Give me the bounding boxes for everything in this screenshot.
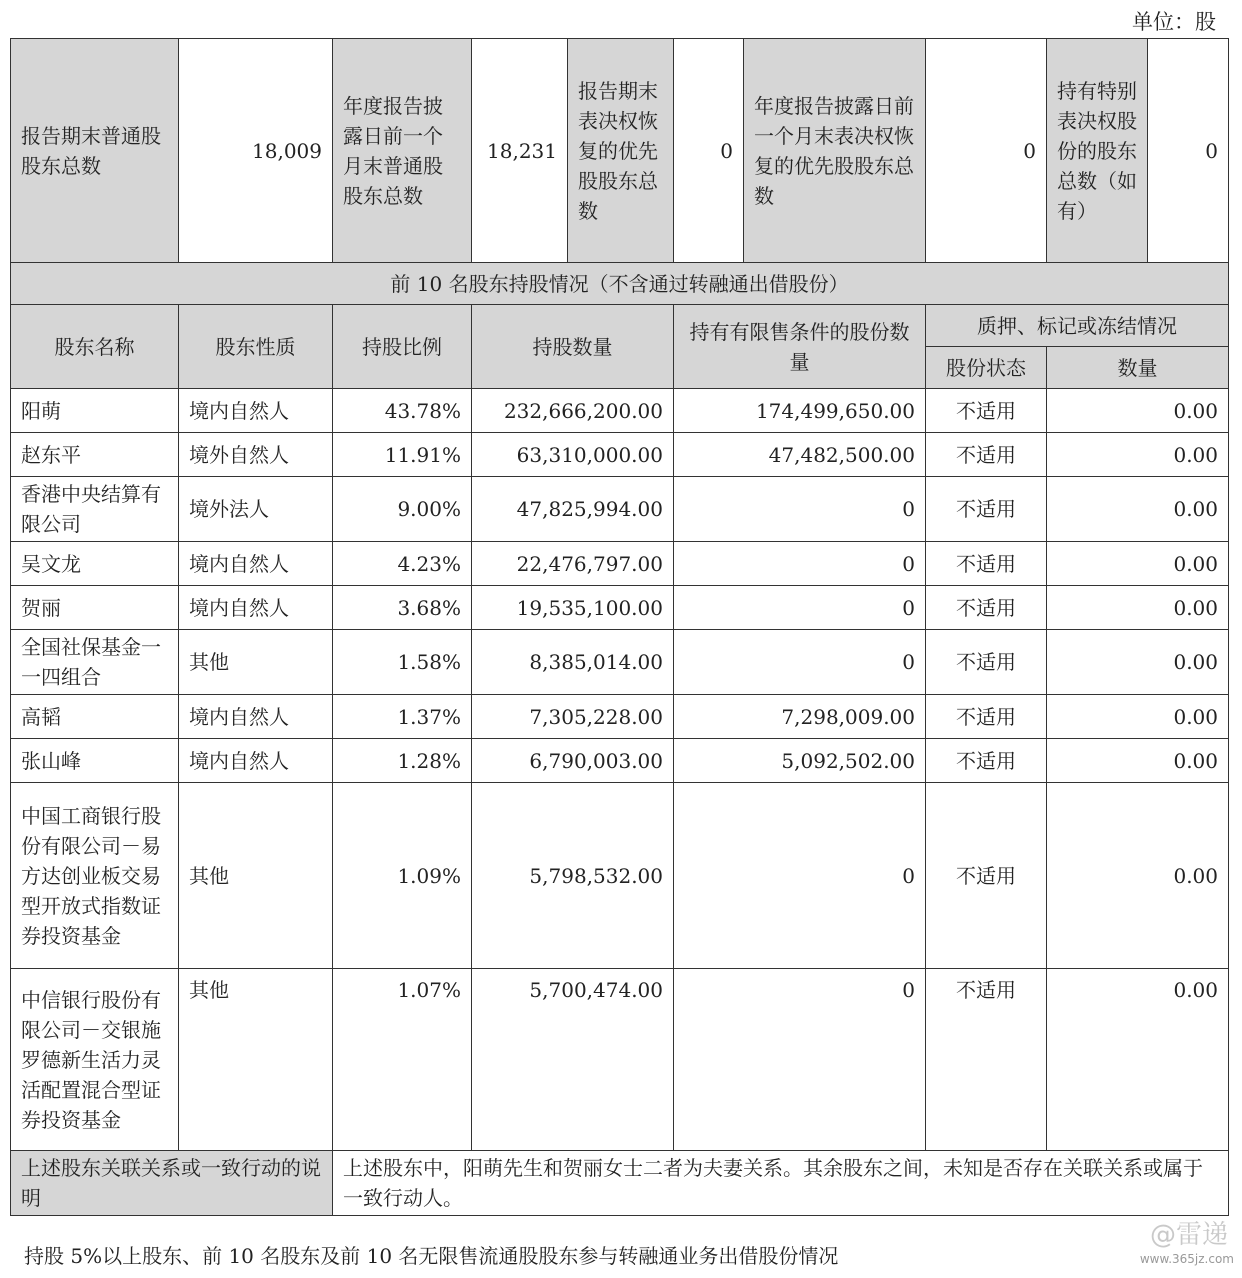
summary-value-4: 0 [926, 39, 1047, 263]
holding-quantity: 63,310,000.00 [472, 433, 674, 477]
summary-value-1: 18,009 [179, 39, 333, 263]
pledge-amount: 0.00 [1047, 969, 1229, 1151]
shareholder-name: 全国社保基金一一四组合 [11, 630, 179, 695]
relation-label: 上述股东关联关系或一致行动的说明 [11, 1151, 333, 1216]
share-status: 不适用 [926, 433, 1047, 477]
summary-value-2-text: 18,231 [487, 138, 557, 163]
restricted-quantity: 0 [674, 783, 926, 969]
holding-ratio: 1.28% [333, 739, 472, 783]
share-status: 不适用 [926, 969, 1047, 1151]
header-row-1 [11, 305, 1229, 347]
summary-row [11, 39, 1229, 263]
shareholder-nature: 境内自然人 [179, 542, 333, 586]
holding-quantity: 5,798,532.00 [472, 783, 674, 969]
header-nature: 股东性质 [179, 305, 333, 389]
header-status: 股份状态 [926, 347, 1047, 389]
shareholder-nature: 其他 [179, 969, 333, 1151]
shareholder-name: 吴文龙 [11, 542, 179, 586]
holding-ratio: 3.68% [333, 586, 472, 630]
watermark: @雷递 [1149, 1220, 1228, 1250]
table-row [11, 477, 1229, 542]
holding-ratio: 1.07% [333, 969, 472, 1151]
restricted-quantity: 5,092,502.00 [674, 739, 926, 783]
restricted-quantity: 0 [674, 969, 926, 1151]
shareholder-name: 张山峰 [11, 739, 179, 783]
relation-row [11, 1151, 1229, 1216]
relation-text: 上述股东中，阳萌先生和贺丽女士二者为夫妻关系。其余股东之间，未知是否存在关联关系或属于一致行动人。 [333, 1151, 1229, 1216]
summary-label-1: 报告期末普通股股东总数 [11, 39, 179, 263]
table-row [11, 695, 1229, 739]
section-title: 前 10 名股东持股情况（不含通过转融通出借股份） [11, 263, 1229, 305]
pledge-amount: 0.00 [1047, 695, 1229, 739]
shareholder-name: 中信银行股份有限公司－交银施罗德新生活力灵活配置混合型证券投资基金 [11, 969, 179, 1151]
share-status: 不适用 [926, 695, 1047, 739]
table-row [11, 433, 1229, 477]
holding-quantity: 22,476,797.00 [472, 542, 674, 586]
pledge-amount: 0.00 [1047, 389, 1229, 433]
holding-ratio: 1.58% [333, 630, 472, 695]
shareholder-name: 贺丽 [11, 586, 179, 630]
shareholder-name: 中国工商银行股份有限公司－易方达创业板交易型开放式指数证券投资基金 [11, 783, 179, 969]
share-status: 不适用 [926, 739, 1047, 783]
shareholder-nature: 境内自然人 [179, 389, 333, 433]
pledge-amount: 0.00 [1047, 630, 1229, 695]
watermark-url: www.365jz.com [1139, 1252, 1234, 1266]
shareholder-nature: 境外法人 [179, 477, 333, 542]
restricted-quantity: 0 [674, 586, 926, 630]
restricted-quantity: 7,298,009.00 [674, 695, 926, 739]
pledge-amount: 0.00 [1047, 783, 1229, 969]
header-restricted: 持有有限售条件的股份数量 [674, 305, 926, 389]
table-row [11, 739, 1229, 783]
holding-quantity: 7,305,228.00 [472, 695, 674, 739]
restricted-quantity: 0 [674, 630, 926, 695]
shareholder-table [10, 38, 1229, 1216]
table-row [11, 630, 1229, 695]
restricted-quantity: 0 [674, 542, 926, 586]
header-name: 股东名称 [11, 305, 179, 389]
header-amount: 数量 [1047, 347, 1229, 389]
header-qty: 持股数量 [472, 305, 674, 389]
summary-label-3: 报告期末表决权恢复的优先股股东总数 [568, 39, 674, 263]
holding-ratio: 1.09% [333, 783, 472, 969]
pledge-amount: 0.00 [1047, 477, 1229, 542]
share-status: 不适用 [926, 477, 1047, 542]
summary-value-3: 0 [674, 39, 744, 263]
shareholder-name: 高韬 [11, 695, 179, 739]
holding-ratio: 4.23% [333, 542, 472, 586]
restricted-quantity: 47,482,500.00 [674, 433, 926, 477]
footer-caption: 持股 5%以上股东、前 10 名股东及前 10 名无限售流通股股东参与转融通业务出借股份情况 [24, 1244, 839, 1268]
table-row [11, 389, 1229, 433]
holding-quantity: 8,385,014.00 [472, 630, 674, 695]
shareholder-nature: 境内自然人 [179, 695, 333, 739]
header-pledge: 质押、标记或冻结情况 [926, 305, 1229, 347]
holding-ratio: 43.78% [333, 389, 472, 433]
holding-ratio: 11.91% [333, 433, 472, 477]
pledge-amount: 0.00 [1047, 542, 1229, 586]
shareholder-nature: 境外自然人 [179, 433, 333, 477]
holding-quantity: 5,700,474.00 [472, 969, 674, 1151]
holding-quantity: 232,666,200.00 [472, 389, 674, 433]
holding-quantity: 47,825,994.00 [472, 477, 674, 542]
share-status: 不适用 [926, 542, 1047, 586]
holding-quantity: 6,790,003.00 [472, 739, 674, 783]
shareholder-nature: 其他 [179, 783, 333, 969]
table-row [11, 783, 1229, 969]
pledge-amount: 0.00 [1047, 739, 1229, 783]
shareholder-nature: 境内自然人 [179, 739, 333, 783]
pledge-amount: 0.00 [1047, 586, 1229, 630]
table-row [11, 586, 1229, 630]
share-status: 不适用 [926, 586, 1047, 630]
holding-quantity: 19,535,100.00 [472, 586, 674, 630]
header-ratio: 持股比例 [333, 305, 472, 389]
summary-label-5: 持有特别表决权股份的股东总数（如有） [1047, 39, 1148, 263]
summary-label-2: 年度报告披露日前一个月末普通股股东总数 [333, 39, 472, 263]
shareholder-name: 香港中央结算有限公司 [11, 477, 179, 542]
table-row [11, 969, 1229, 1151]
unit-label: 单位：股 [1132, 10, 1216, 34]
share-status: 不适用 [926, 389, 1047, 433]
share-status: 不适用 [926, 783, 1047, 969]
restricted-quantity: 0 [674, 477, 926, 542]
summary-label-4: 年度报告披露日前一个月末表决权恢复的优先股股东总数 [744, 39, 926, 263]
pledge-amount: 0.00 [1047, 433, 1229, 477]
restricted-quantity: 174,499,650.00 [674, 389, 926, 433]
summary-value-5: 0 [1148, 39, 1229, 263]
shareholder-nature: 境内自然人 [179, 586, 333, 630]
shareholder-nature: 其他 [179, 630, 333, 695]
share-status: 不适用 [926, 630, 1047, 695]
section-title-row [11, 263, 1229, 305]
holding-ratio: 1.37% [333, 695, 472, 739]
shareholder-name: 阳萌 [11, 389, 179, 433]
table-row [11, 542, 1229, 586]
summary-value-2 [472, 39, 568, 263]
shareholder-name: 赵东平 [11, 433, 179, 477]
holding-ratio: 9.00% [333, 477, 472, 542]
